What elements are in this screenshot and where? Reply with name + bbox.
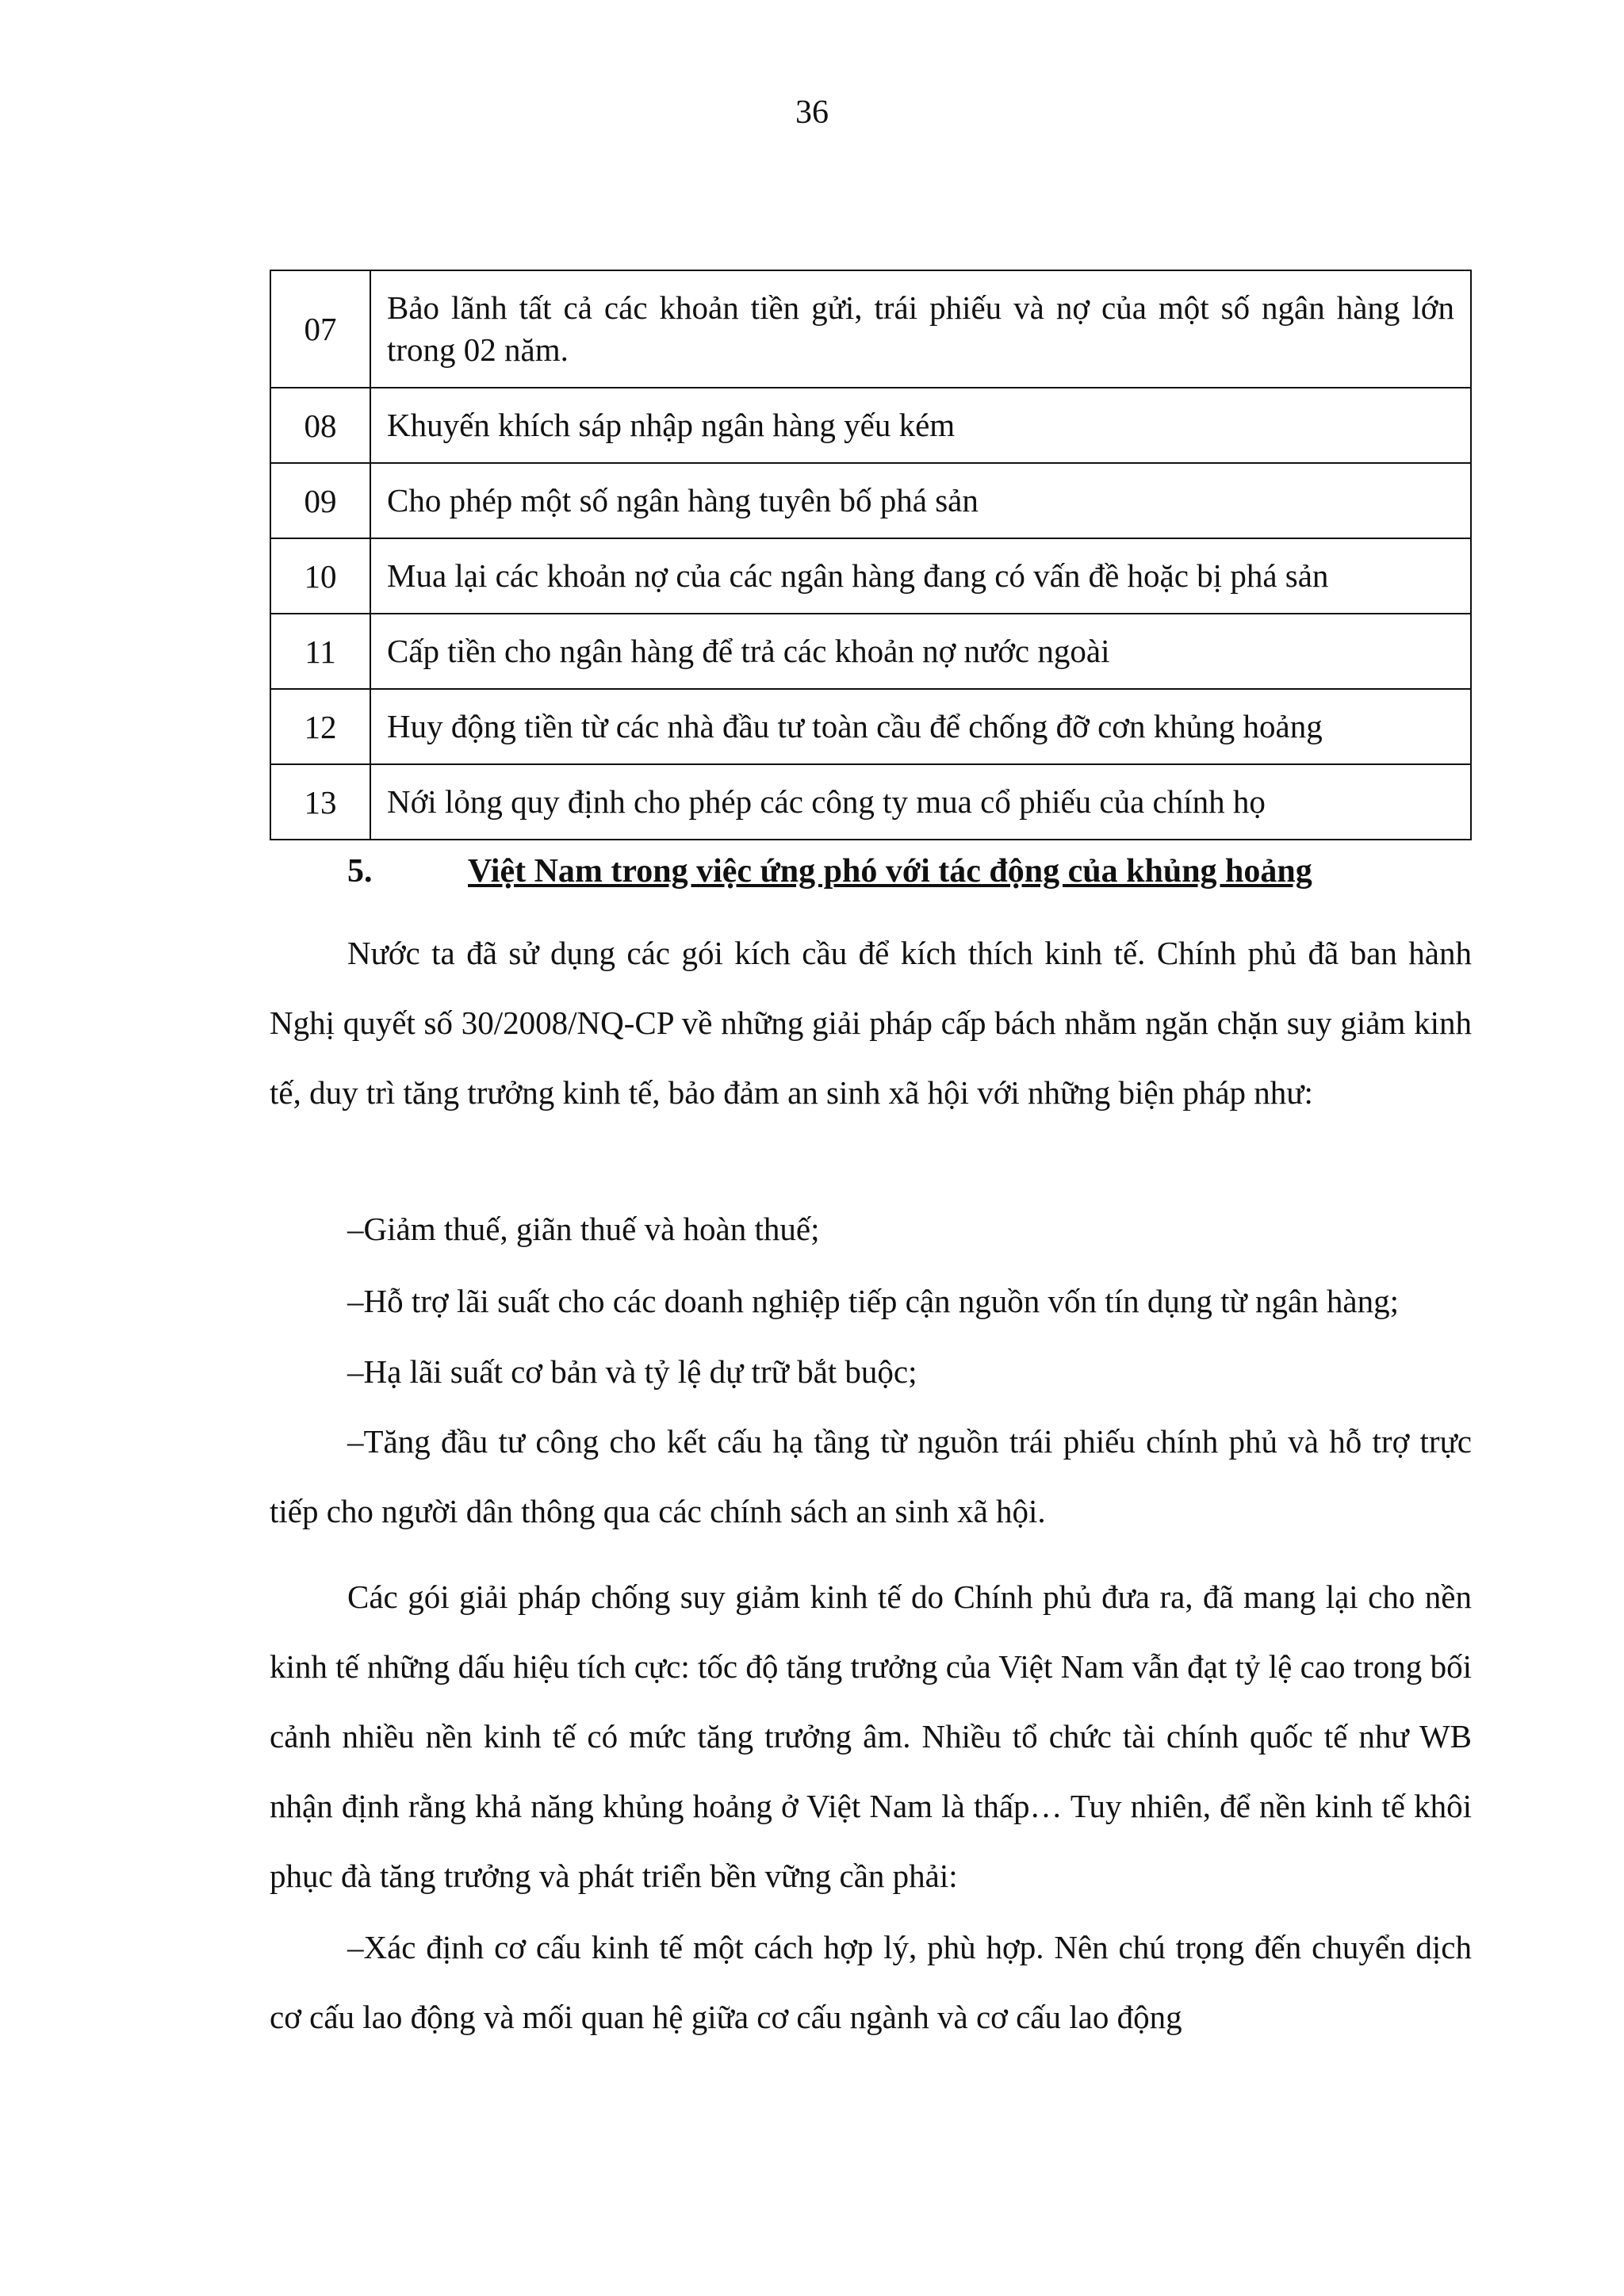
paragraph-text: Các gói giải pháp chống suy giảm kinh tế do Chính phủ đưa ra, đã mang lại cho nền kinh tế những dấu hiệu tích cực: tốc độ tăng trưởng của Việt Nam vẫn đạt tỷ lệ cao trong bối cảnh nhiều nền kinh tế có mức tăng trưởng âm. Nhiều tổ chức tài chính quốc tế như WB nhận định rằng khả năng khủng hoảng ở Việt Nam là thấp… Tuy nhiên, để nền kinh tế khôi phục đà tăng trưởng và phát triển bền vững cần phải:: [270, 1578, 1472, 1894]
row-number: 07: [270, 270, 370, 388]
bullet-item: –Hỗ trợ lãi suất cho các doanh nghiệp tiếp cận nguồn vốn tín dụng từ ngân hàng;: [347, 1283, 1399, 1319]
bullet-item: –Hạ lãi suất cơ bản và tỷ lệ dự trữ bắt buộc;: [347, 1353, 917, 1390]
row-number: 09: [270, 463, 370, 538]
table-row: [270, 614, 1471, 689]
measures-table: [270, 270, 1472, 840]
row-number: 10: [270, 538, 370, 614]
row-number: 12: [270, 689, 370, 764]
intro-paragraph: [270, 918, 1472, 1127]
table-row: [270, 689, 1471, 764]
row-number: 08: [270, 388, 370, 463]
section-number: 5.: [347, 853, 373, 890]
row-text: Bảo lãnh tất cả các khoản tiền gửi, trái phiếu và nợ của một số ngân hàng lớn trong 02 năm.: [370, 270, 1471, 388]
table-row: [270, 764, 1471, 840]
paragraph-text: Nước ta đã sử dụng các gói kích cầu để kích thích kinh tế. Chính phủ đã ban hành Nghị quyết số 30/2008/NQ-CP về những giải pháp cấp bách nhằm ngăn chặn suy giảm kinh tế, duy trì tăng trưởng kinh tế, bảo đảm an sinh xã hội với những biện pháp như:: [270, 935, 1472, 1111]
row-text: Cho phép một số ngân hàng tuyên bố phá sản: [370, 463, 1471, 538]
results-paragraph: [270, 1562, 1472, 1911]
row-text: Cấp tiền cho ngân hàng để trả các khoản nợ nước ngoài: [370, 614, 1471, 689]
bullet-item: –Giảm thuế, giãn thuế và hoàn thuế;: [347, 1211, 820, 1247]
row-text: Nới lỏng quy định cho phép các công ty mua cổ phiếu của chính họ: [370, 764, 1471, 840]
section-title: Việt Nam trong việc ứng phó với tác động của khủng hoảng: [468, 853, 1312, 890]
bullet-item: –Tăng đầu tư công cho kết cấu hạ tầng từ nguồn trái phiếu chính phủ và hỗ trợ trực tiếp cho người dân thông qua các chính sách an sinh xã hội.: [270, 1423, 1472, 1529]
section-heading: [347, 852, 1312, 890]
row-number: 11: [270, 614, 370, 689]
table-row: [270, 463, 1471, 538]
table-row: [270, 270, 1471, 388]
page-number: 36: [795, 94, 829, 131]
row-number: 13: [270, 764, 370, 840]
table-row: [270, 538, 1471, 614]
row-text: Khuyến khích sáp nhập ngân hàng yếu kém: [370, 388, 1471, 463]
table-row: [270, 388, 1471, 463]
bullet-item: –Xác định cơ cấu kinh tế một cách hợp lý, phù hợp. Nên chú trọng đến chuyển dịch cơ cấu lao động và mối quan hệ giữa cơ cấu ngành và cơ cấu lao động: [270, 1929, 1472, 2035]
row-text: Mua lại các khoản nợ của các ngân hàng đang có vấn đề hoặc bị phá sản: [370, 538, 1471, 614]
row-text: Huy động tiền từ các nhà đầu tư toàn cầu để chống đỡ cơn khủng hoảng: [370, 689, 1471, 764]
